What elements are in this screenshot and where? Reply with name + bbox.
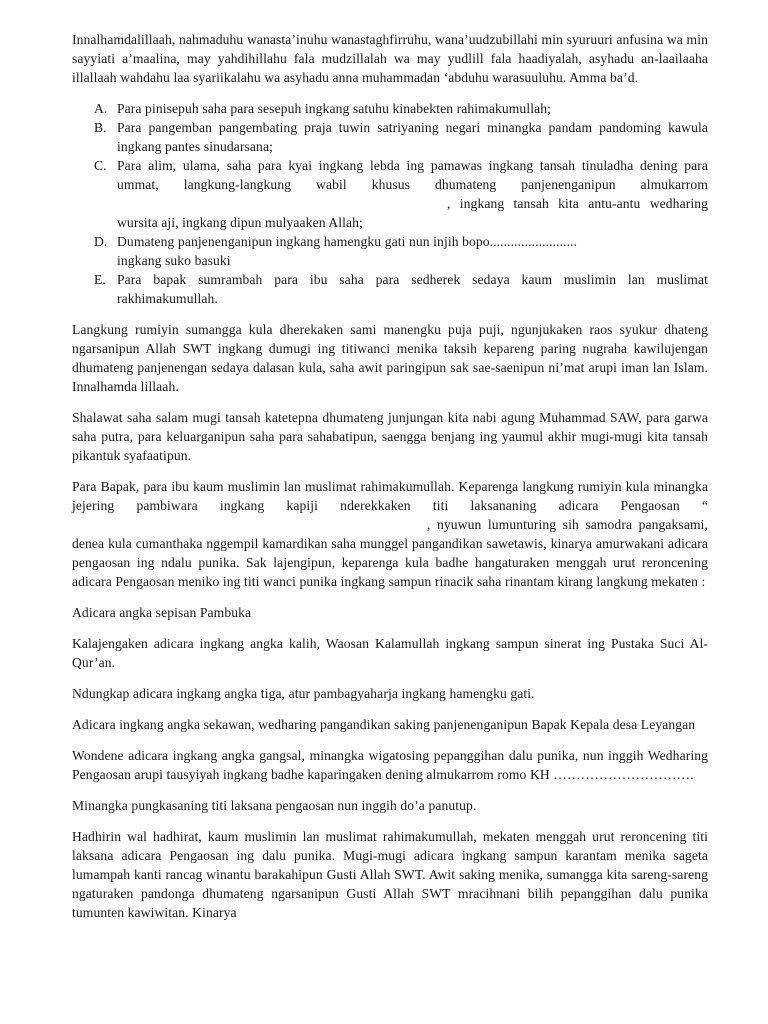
intro-text: Para Bapak, para ibu kaum muslimin lan muslimat rahimakumullah. Keparenga langkung rumiyin kula minangka jejering pambiwara ingkang kapiji nderekkaken titi laksananing adicara Pengaosan “ [72, 479, 708, 513]
list-marker: D. [94, 234, 108, 249]
greeting-text-continued: ingkang suko basuki [117, 253, 231, 268]
gratitude-paragraph: Langkung rumiyin sumangga kula dherekaken sami manengku puja puji, ngunjukaken raos syukur dhateng ngarsanipun Allah SWT ingkang dumugi ing titiwanci menika taksih kepareng paring nugraha kawilujengan dhumateng panjenengan sedaya dalasan kula, saha awit paringipun sak sae-saenipun ni’mat arupi iman lan Islam. Innalhamda lillaah. [72, 322, 708, 394]
agenda-item-1: Adicara angka sepisan Pambuka [72, 605, 252, 620]
greeting-item-a [72, 99, 708, 118]
greeting-text: Para pinisepuh saha para sesepuh ingkang satuhu kinabekten rahimakumullah; [117, 101, 551, 116]
greeting-text-continued: , ingkang tansah kita antu-antu wedharing wursita aji, ingkang dipun mulyaaken Allah; [117, 196, 708, 230]
agenda-item-2: Kalajengaken adicara ingkang angka kalih, Waosan Kalamullah ingkang sampun sinerat ing Pustaka Suci Al-Qur’an. [72, 636, 708, 670]
greeting-text: Para pangemban pangembating praja tuwin satriyaning negari minangka pandam pandoming kawula ingkang pantes sinudarsana; [117, 120, 708, 154]
greeting-text: Para alim, ulama, saha para kyai ingkang lebda ing pamawas ingkang tansah tinuladha dening para ummat, langkung-langkung wabil khusus dhumateng panjenenganipun almukarrom [117, 158, 708, 192]
shalawat-paragraph: Shalawat saha salam mugi tansah katetepna dhumateng junjungan kita nabi agung Muhammad SAW, para garwa saha putra, para keluarganipun saha para sahabatipun, saengga benjang ing yaumul akhir mugi-mugi kita tansah pikantuk syafaatipun. [72, 410, 708, 463]
list-marker: A. [94, 101, 108, 116]
agenda-item-4: Adicara ingkang angka sekawan, wedharing pangandikan saking panjenenganipun Bapak Kepala desa Leyangan [72, 717, 696, 732]
greeting-text: Dumateng panjenenganipun ingkang hamengku gati nun injih bopo......................... [117, 234, 578, 249]
list-marker: E. [94, 272, 106, 287]
closing-paragraph: Hadhirin wal hadhirat, kaum muslimin lan muslimat rahimakumullah, mekaten menggah urut reroncening titi laksana adicara Pengaosan ing dalu punika. Mugi-mugi adicara ingkang sampun karantam menika sageta lumampah kanti rancag winantu barakahipun Gusti Allah SWT. Awit saking menika, sumangga kita sareng-sareng ngaturaken pandonga dhumateng ngarsanipun Gusti Allah SWT mracihnani bilih pepanggihan dalu punika tumunten kawiwitan. Kinarya [72, 829, 708, 920]
greeting-item-e [72, 270, 708, 308]
document-body [72, 30, 708, 922]
greeting-item-d [72, 232, 708, 270]
greeting-item-b [72, 118, 708, 156]
greeting-text: Para bapak sumrambah para ibu saha para sedherek sedaya kaum muslimin lan muslimat rakhimakumullah. [117, 272, 708, 306]
greeting-item-c [72, 156, 708, 232]
agenda-item-3: Ndungkap adicara ingkang angka tiga, atur pambagyaharja ingkang hamengku gati. [72, 686, 535, 701]
agenda-item-6: Minangka pungkasaning titi laksana pengaosan nun inggih do’a panutup. [72, 798, 477, 813]
opening-paragraph: Innalhamdalillaah, nahmaduhu wanasta’inuhu wanastaghfirruhu, wana’uudzubillahi min syuruuri anfusina wa min sayyiati a’maalina, may yahdihillahu fala mudzillalah wa may yudlill fala haadiyalah, asyhadu an-laailaaha illallaah wahdahu laa syariikalahu wa asyhadu anna muhammadan ‘abduhu warasuuluhu. Amma ba’d. [72, 32, 708, 85]
intro-text-continued: , nyuwun lumunturing sih samodra pangaksami, denea kula cumanthaka nggempil kamardikan saha munggel pangandikan sawetawis, kinarya amurwakani adicara pengaosan ing ndalu punika. Sak lajengipun, keparenga kula badhe hangaturaken menggah urut reroncening adicara Pengaosan meniko ing titi wanci punika ingkang sampun rinacik saha rinantam kirang langkung mekaten : [72, 517, 708, 589]
intro-paragraph [72, 477, 708, 591]
agenda-item-5: Wondene adicara ingkang angka gangsal, minangka wigatosing pepanggihan dalu punika, nun inggih Wedharing Pengaosan arupi tausyiyah ingkang badhe kaparingaken dening almukarrom romo KH …………………………. [72, 748, 708, 782]
greetings-list [72, 99, 708, 308]
list-marker: B. [94, 120, 107, 135]
list-marker: C. [94, 158, 107, 173]
